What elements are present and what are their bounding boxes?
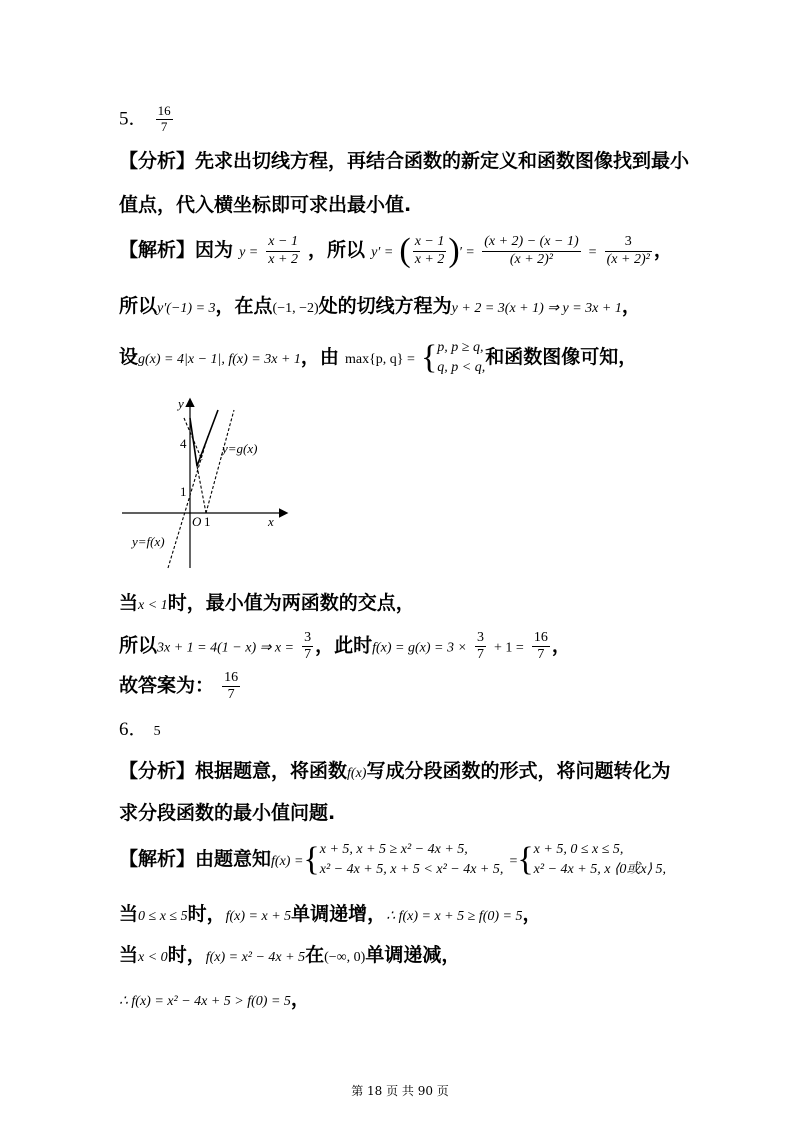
f-line	[168, 436, 208, 568]
q5-analysis-text: 先求出切线方程，再结合函数的新定义和函数图像找到最小	[195, 150, 690, 172]
graph-tick-4y: 4	[180, 436, 187, 451]
q5-final-answer: $\frac{16}{7}$	[224, 670, 239, 703]
q6-solution-line1: 【解析】由题意知f(x) ={ x + 5, x + 5 ≥ x² − 4x + 5, x² − 4x + 5, x + 5 < x² − 4x + 5, ={ x + 5, 0 ≤ x ≤ 5, x² − 4x + 5, x ⟨0或x⟩ 5,	[119, 841, 667, 878]
graph-origin-label: O	[192, 514, 202, 529]
q5-definition-line: 设g(x) = 4|x − 1|, f(x) = 3x + 1，由 max{p, q} = { p, p ≥ q, q, p < q, 和函数图像可知，	[119, 339, 638, 376]
q6-piecewise-2: x + 5, 0 ≤ x ≤ 5, x² − 4x + 5, x ⟨0或x⟩ 5,	[533, 842, 667, 877]
graph-tick-1y: 1	[180, 484, 187, 499]
graph-label-g: y=g(x)	[222, 441, 258, 456]
q5-fraction-derivative: $\frac{(x + 2) - (x - 1)}{\text{(x + 2)²}}$	[484, 234, 579, 267]
q6-analysis-label: 【分析】	[119, 760, 196, 782]
graph-y-label: y	[178, 396, 184, 411]
q5-fraction-result: $\frac{3}{\text{(x + 2)²}}$	[606, 234, 650, 267]
g-line-left-lower	[197, 466, 206, 513]
q5-analysis	[119, 152, 689, 171]
q6-increasing-line: 当0 ≤ x ≤ 5时，f(x) = x + 5单调递增，∴ f(x) = x + 5 ≥ f(0) = 5，	[119, 903, 542, 925]
q5-header	[119, 104, 175, 135]
q5-max-cases: p, p ≥ q, q, p < q,	[437, 340, 486, 375]
q5-answer-fraction: $\frac{16}{7}$	[157, 103, 171, 134]
q6-header	[119, 720, 161, 739]
q6-piecewise-1: x + 5, x + 5 ≥ x² − 4x + 5, x² − 4x + 5, x + 5 < x² − 4x + 5,	[319, 842, 504, 877]
q6-number: 6．	[119, 719, 148, 740]
g-line-right	[206, 410, 234, 513]
q5-fraction-inner: $\frac{x - 1}{x + 2}$	[414, 234, 445, 267]
graph-label-f: y=f(x)	[132, 534, 165, 549]
q5-solution-label: 【解析】	[119, 239, 196, 261]
q6-conclusion-line: ∴ f(x) = x² − 4x + 5 > f(0) = 5，	[119, 988, 310, 1010]
min-curve	[190, 410, 218, 466]
q5-tangent-line: 所以y′(−1) = 3，在点(−1, −2)处的切线方程为y + 2 = 3(x + 1) ⇒ y = 3x + 1，	[119, 295, 641, 317]
page-footer: 第 18 页 共 90 页	[351, 1084, 449, 1098]
q5-min-line: 当x < 1时，最小值为两函数的交点，	[119, 592, 415, 614]
q5-solve-line: 所以3x + 1 = 4(1 − x) ⇒ x = $\frac{3}{7}$ ，此时f(x) = g(x) = 3 × $\frac{3}{7}$ + 1 = $\frac{16}{7}$ ，	[119, 630, 571, 663]
q6-solution-label: 【解析】	[119, 848, 196, 870]
q5-function-graph	[118, 396, 298, 576]
q6-answer: 5	[153, 724, 161, 739]
q6-analysis: 【分析】根据题意，将函数f(x)写成分段函数的形式，将问题转化为	[119, 760, 671, 782]
graph-tick-1x: 1	[204, 514, 211, 529]
q5-answer-line: 故答案为： $\frac{16}{7}$	[119, 670, 239, 703]
q5-analysis-label: 【分析】	[119, 150, 196, 172]
q5-analysis-line2: 值点，代入横坐标即可求出最小值.	[119, 194, 412, 216]
q6-analysis-line2: 求分段函数的最小值问题.	[119, 802, 336, 824]
q5-number: 5．	[119, 108, 148, 130]
q5-fraction-y: $\frac{x - 1}{x + 2}$	[268, 234, 298, 267]
q6-decreasing-line: 当x < 0时，f(x) = x² − 4x + 5在(−∞, 0)单调递减，	[119, 944, 461, 966]
graph-x-label: x	[268, 514, 274, 529]
q5-solution-line1: 【解析】因为 y = $\frac{x - 1}{x + 2}$ ，所以 y′ = ( $\frac{x - 1}{x + 2}$ )′ = $\frac{(x + 2) - (x - 1)}{\text{(x + 2)²}}$ = $\frac{3}{\text{(x + 2)²}}$ ，	[119, 232, 673, 269]
